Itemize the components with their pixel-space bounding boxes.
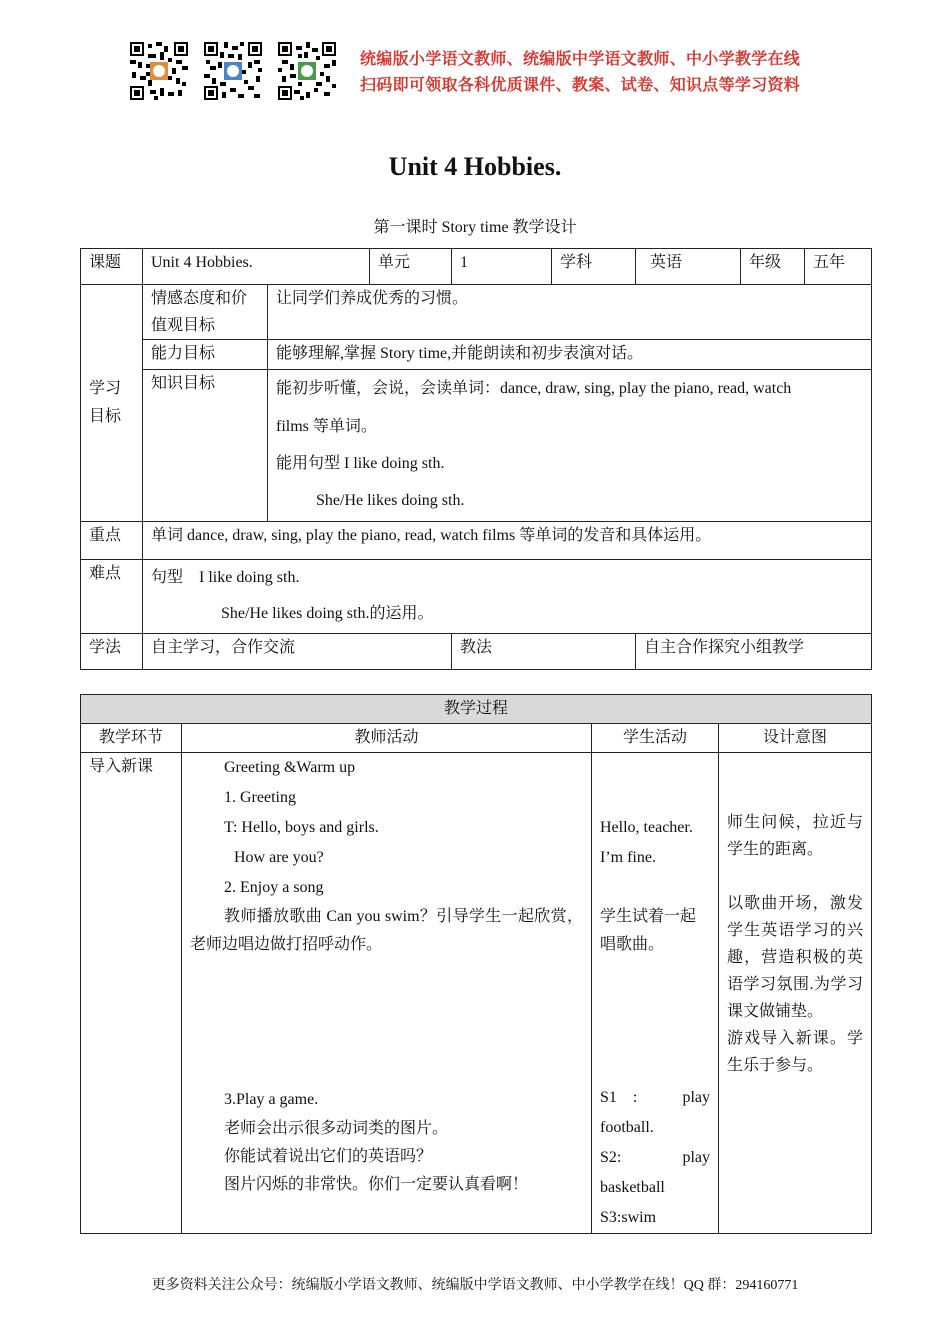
subject-value: 英语 [636,249,741,285]
teacher-line: 3.Play a game. [224,1091,319,1108]
student-line-part: play [682,1089,710,1106]
teacher-line: How are you? [234,849,324,866]
goal-knowledge-line: films 等单词。 [276,418,377,435]
column-stage: 教学环节 [81,724,182,753]
qr-code-icon [130,42,188,100]
goal-knowledge-line: 能用句型 I like doing sth. [276,455,445,472]
teacher-line: 2. Enjoy a song [224,879,324,896]
page-footer: 更多资料关注公众号：统编版小学语文教师、统编版中学语文教师、中小学教学在线！QQ 群：294160771 [151,1278,799,1293]
student-line: S3:swim [600,1209,657,1226]
student-line: Hello, teacher. [600,819,693,836]
method-row [81,634,872,670]
goal-emotion-label-line: 情感态度和价 [151,290,248,307]
page-subtitle: 第一课时 Story time 教学设计 [373,219,577,236]
banner-line-2: 扫码即可领取各科优质课件、教案、试卷、知识点等学习资料 [360,75,801,94]
student-line: basketball [600,1179,665,1196]
topic-value: Unit 4 Hobbies. [143,249,370,285]
goal-knowledge-line: She/He likes doing sth. [316,492,465,509]
info-row [81,249,872,285]
intent-line: 以歌曲开场，激发学生英语学习的兴趣，营造积极的英语学习氛围.为学习课文做铺垫。 [727,895,864,1020]
teacher-line: 图片闪烁的非常快。你们一定要认真看啊！ [224,1176,529,1193]
intent-spacer [727,863,863,890]
student-line-part: S1 : [600,1089,638,1106]
goal-row [81,285,872,340]
goal-knowledge-value [268,370,872,522]
teacher-spacer [190,959,583,1085]
difficulty-line: 句型 I like doing sth. [151,569,300,586]
topic-label: 课题 [81,249,143,285]
teacher-line: 1. Greeting [224,789,296,806]
key-label: 重点 [81,522,143,560]
unit-value: 1 [452,249,552,285]
goal-row [81,370,872,522]
student-line: 学生试着一起唱歌曲。 [600,908,697,953]
student-spacer [600,753,710,813]
stage-cell: 导入新课 [81,753,182,1234]
student-line [600,1143,710,1173]
process-header: 教学过程 [81,695,872,724]
process-header-row [81,695,872,724]
student-line-part: S2: [600,1149,622,1166]
student-line: I’m fine. [600,849,656,866]
design-intent-cell [719,753,872,1234]
goal-ability-label: 能力目标 [143,340,268,370]
goal-row [81,340,872,370]
teacher-line: Greeting &Warm up [224,759,356,776]
grade-value: 五年 [805,249,872,285]
subject-label: 学科 [552,249,636,285]
difficulty-value [143,560,872,634]
study-value: 自主学习，合作交流 [143,634,452,670]
teach-label: 教法 [452,634,636,670]
teacher-line: 你能试着说出它们的英语吗？ [224,1148,433,1165]
goal-emotion-label [143,285,268,340]
qr-code-3 [278,42,336,100]
column-teacher: 教师活动 [182,724,592,753]
process-row [81,753,872,1234]
intent-line: 师生问候，拉近与学生的距离。 [727,814,864,858]
student-line-part: play [682,1149,710,1166]
promo-banner [360,46,800,98]
difficulty-row [81,560,872,634]
lesson-info-table [80,248,872,670]
teacher-line: 老师会出示很多动词类的图片。 [224,1120,449,1137]
student-line [600,1083,710,1113]
teach-value: 自主合作探究小组教学 [636,634,872,670]
student-activity-cell [592,753,719,1234]
teacher-line: 教师播放歌曲 Can you swim？引导学生一起欣赏，老师边唱边做打招呼动作。 [190,908,583,953]
process-columns-row [81,724,872,753]
goals-label-line: 学习 [89,380,122,397]
difficulty-label: 难点 [81,560,143,634]
student-spacer [600,873,710,903]
qr-code-icon [278,42,336,100]
student-spacer [600,959,710,1083]
difficulty-line: She/He likes doing sth.的运用。 [221,605,434,622]
student-line: football. [600,1119,654,1136]
goal-knowledge-line: 能初步听懂，会说，会读单词：dance, draw, sing, play the piano, read, watch [276,380,792,397]
intent-line: 游戏导入新课。学生乐于参与。 [727,1030,864,1074]
banner-line-1: 统编版小学语文教师、统编版中学语文教师、中小学教学在线 [360,49,801,68]
column-student: 学生活动 [592,724,719,753]
goals-label-line: 目标 [89,408,122,425]
study-label: 学法 [81,634,143,670]
intent-spacer [727,753,863,809]
teacher-activity-cell [182,753,592,1234]
unit-label: 单元 [370,249,452,285]
goal-emotion-label-line: 值观目标 [151,317,216,334]
key-row [81,522,872,560]
grade-label: 年级 [741,249,805,285]
teaching-process-table [80,694,872,1234]
goal-knowledge-label: 知识目标 [143,370,268,522]
column-intent: 设计意图 [719,724,872,753]
qr-code-2 [204,42,262,100]
page-title: Unit 4 Hobbies. [388,152,562,181]
key-value: 单词 dance, draw, sing, play the piano, read, watch films 等单词的发音和具体运用。 [143,522,872,560]
qr-code-1 [130,42,188,100]
qr-code-icon [204,42,262,100]
teacher-line: T: Hello, boys and girls. [224,819,379,836]
goals-label [81,285,143,522]
goal-emotion-value: 让同学们养成优秀的习惯。 [268,285,872,340]
goal-ability-value: 能够理解,掌握 Story time,并能朗读和初步表演对话。 [268,340,872,370]
